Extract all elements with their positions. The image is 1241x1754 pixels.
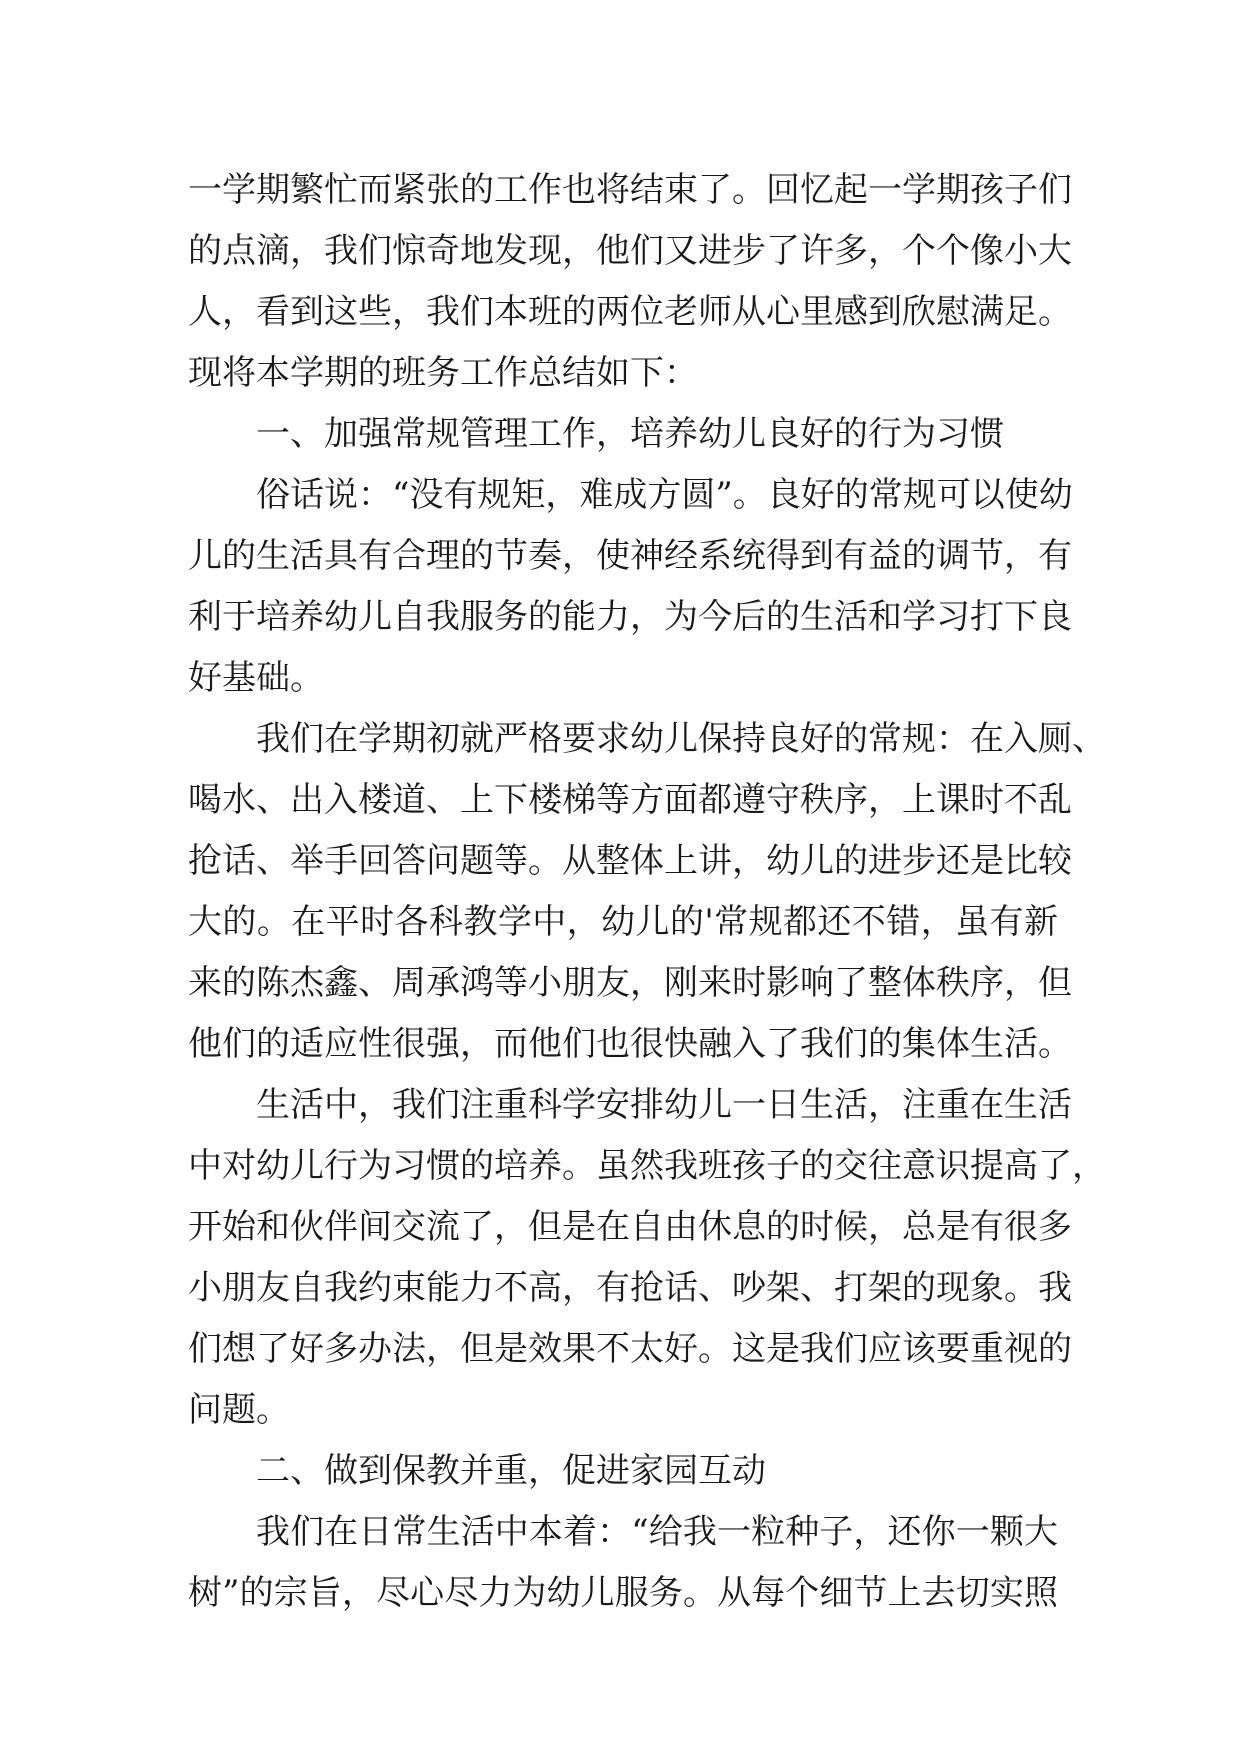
text-line: 他们的适应性很强，而他们也很快融入了我们的集体生活。 xyxy=(188,1024,1072,1064)
text-line: 树”的宗旨，尽心尽力为幼儿服务。从每个细节上去切实照 xyxy=(188,1573,1058,1613)
text-line: 俗话说：“没有规矩，难成方圆”。良好的常规可以使幼 xyxy=(256,475,1073,515)
text-line: 抢话、举手回答问题等。从整体上讲，幼儿的进步还是比较 xyxy=(188,841,1072,881)
text-line: 我们在学期初就严格要求幼儿保持良好的常规：在入厕、 xyxy=(256,719,1106,759)
text-line: 我们在日常生活中本着：“给我一粒种子，还你一颗大 xyxy=(256,1512,1058,1552)
text-line: 的点滴，我们惊奇地发现，他们又进步了许多，个个像小大 xyxy=(188,231,1072,271)
text-line: 问题。 xyxy=(188,1390,290,1430)
text-line: 一学期繁忙而紧张的工作也将结束了。回忆起一学期孩子们 xyxy=(188,170,1072,210)
text-line: 喝水、出入楼道、上下楼梯等方面都遵守秩序，上课时不乱 xyxy=(188,780,1072,820)
text-line: 人，看到这些，我们本班的两位老师从心里感到欣慰满足。 xyxy=(188,292,1072,332)
text-line: 来的陈杰鑫、周承鸿等小朋友，刚来时影响了整体秩序，但 xyxy=(188,963,1072,1003)
text-line: 开始和伙伴间交流了，但是在自由休息的时候，总是有很多 xyxy=(188,1207,1072,1247)
text-line: 一、加强常规管理工作，培养幼儿良好的行为习惯 xyxy=(256,414,1004,454)
text-line: 们想了好多办法，但是效果不太好。这是我们应该要重视的 xyxy=(188,1329,1072,1369)
text-line: 大的。在平时各科教学中，幼儿的'常规都还不错，虽有新 xyxy=(188,902,1058,942)
text-line: 生活中，我们注重科学安排幼儿一日生活，注重在生活 xyxy=(256,1085,1072,1125)
text-line: 利于培养幼儿自我服务的能力，为今后的生活和学习打下良 xyxy=(188,597,1072,637)
text-line: 小朋友自我约束能力不高，有抢话、吵架、打架的现象。我 xyxy=(188,1268,1072,1308)
text-line: 现将本学期的班务工作总结如下： xyxy=(188,353,698,393)
document-body xyxy=(188,160,1106,1624)
text-line: 二、做到保教并重，促进家园互动 xyxy=(256,1451,766,1491)
text-line: 好基础。 xyxy=(188,658,324,698)
text-line: 儿的生活具有合理的节奏，使神经系统得到有益的调节，有 xyxy=(188,536,1072,576)
text-line: 中对幼儿行为习惯的培养。虽然我班孩子的交往意识提高了， xyxy=(188,1146,1106,1186)
